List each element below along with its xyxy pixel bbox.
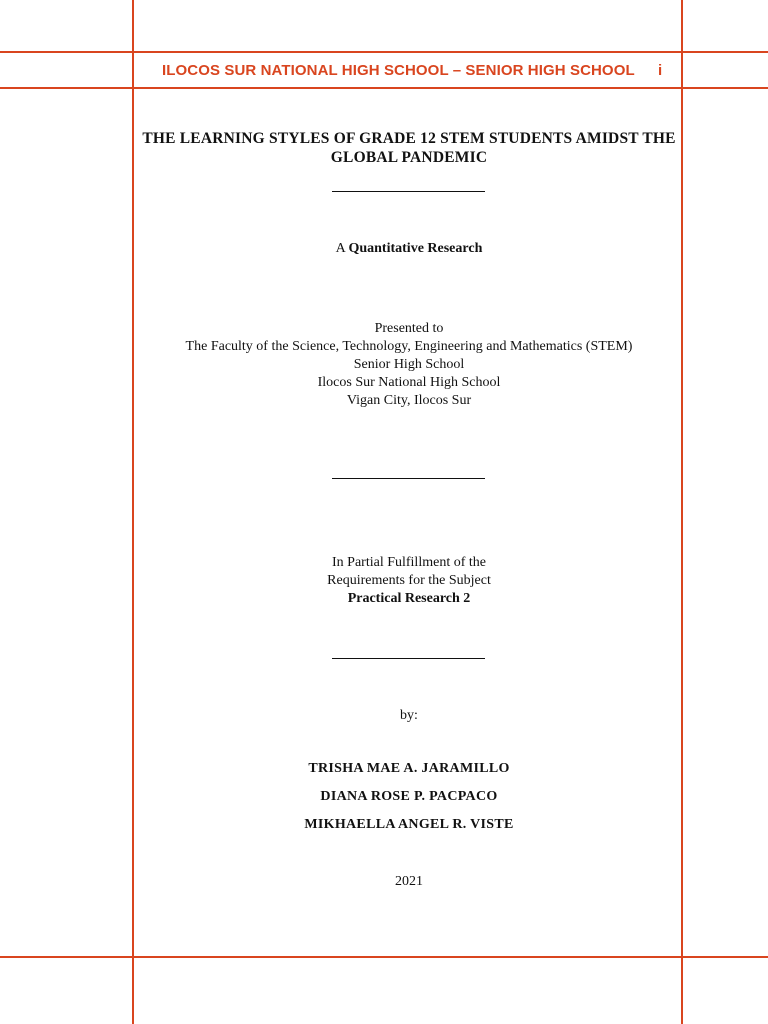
divider-line	[332, 658, 485, 659]
presented-to-line: Presented to	[374, 321, 444, 336]
author-name: DIANA ROSE P. PACPACO	[320, 789, 498, 804]
fulfillment-line: Requirements for the Subject	[327, 573, 491, 588]
document-title	[136, 129, 682, 167]
footer-rule	[0, 956, 768, 958]
fulfillment-line: In Partial Fulfillment of the	[332, 555, 486, 570]
presented-to-line: Vigan City, Ilocos Sur	[346, 393, 472, 408]
title-line: GLOBAL PANDEMIC	[330, 149, 488, 166]
divider-line	[332, 191, 485, 192]
header-bottom-rule	[0, 87, 768, 89]
research-type-prefix: A	[335, 241, 345, 256]
by-label: by:	[400, 708, 418, 723]
left-margin-rule	[132, 0, 134, 1024]
year: 2021	[395, 874, 423, 889]
title-line: THE LEARNING STYLES OF GRADE 12 STEM STUDENTS AMIDST THE	[142, 130, 676, 147]
presented-to-line: Ilocos Sur National High School	[317, 375, 501, 390]
subject-name: Practical Research 2	[347, 591, 471, 606]
presented-to-line: Senior High School	[353, 357, 465, 372]
header-top-rule	[0, 51, 768, 53]
school-header: ILOCOS SUR NATIONAL HIGH SCHOOL – SENIOR HIGH SCHOOL	[162, 62, 635, 79]
authors-block	[136, 755, 682, 839]
fulfillment-block	[136, 554, 682, 608]
divider-line	[332, 478, 485, 479]
research-type-label: Quantitative Research	[348, 241, 483, 256]
presented-to-block	[136, 320, 682, 410]
page-number: i	[658, 62, 663, 79]
research-type	[136, 240, 682, 258]
author-name: TRISHA MAE A. JARAMILLO	[308, 761, 510, 776]
author-name: MIKHAELLA ANGEL R. VISTE	[304, 817, 514, 832]
presented-to-line: The Faculty of the Science, Technology, Engineering and Mathematics (STEM)	[185, 339, 633, 354]
